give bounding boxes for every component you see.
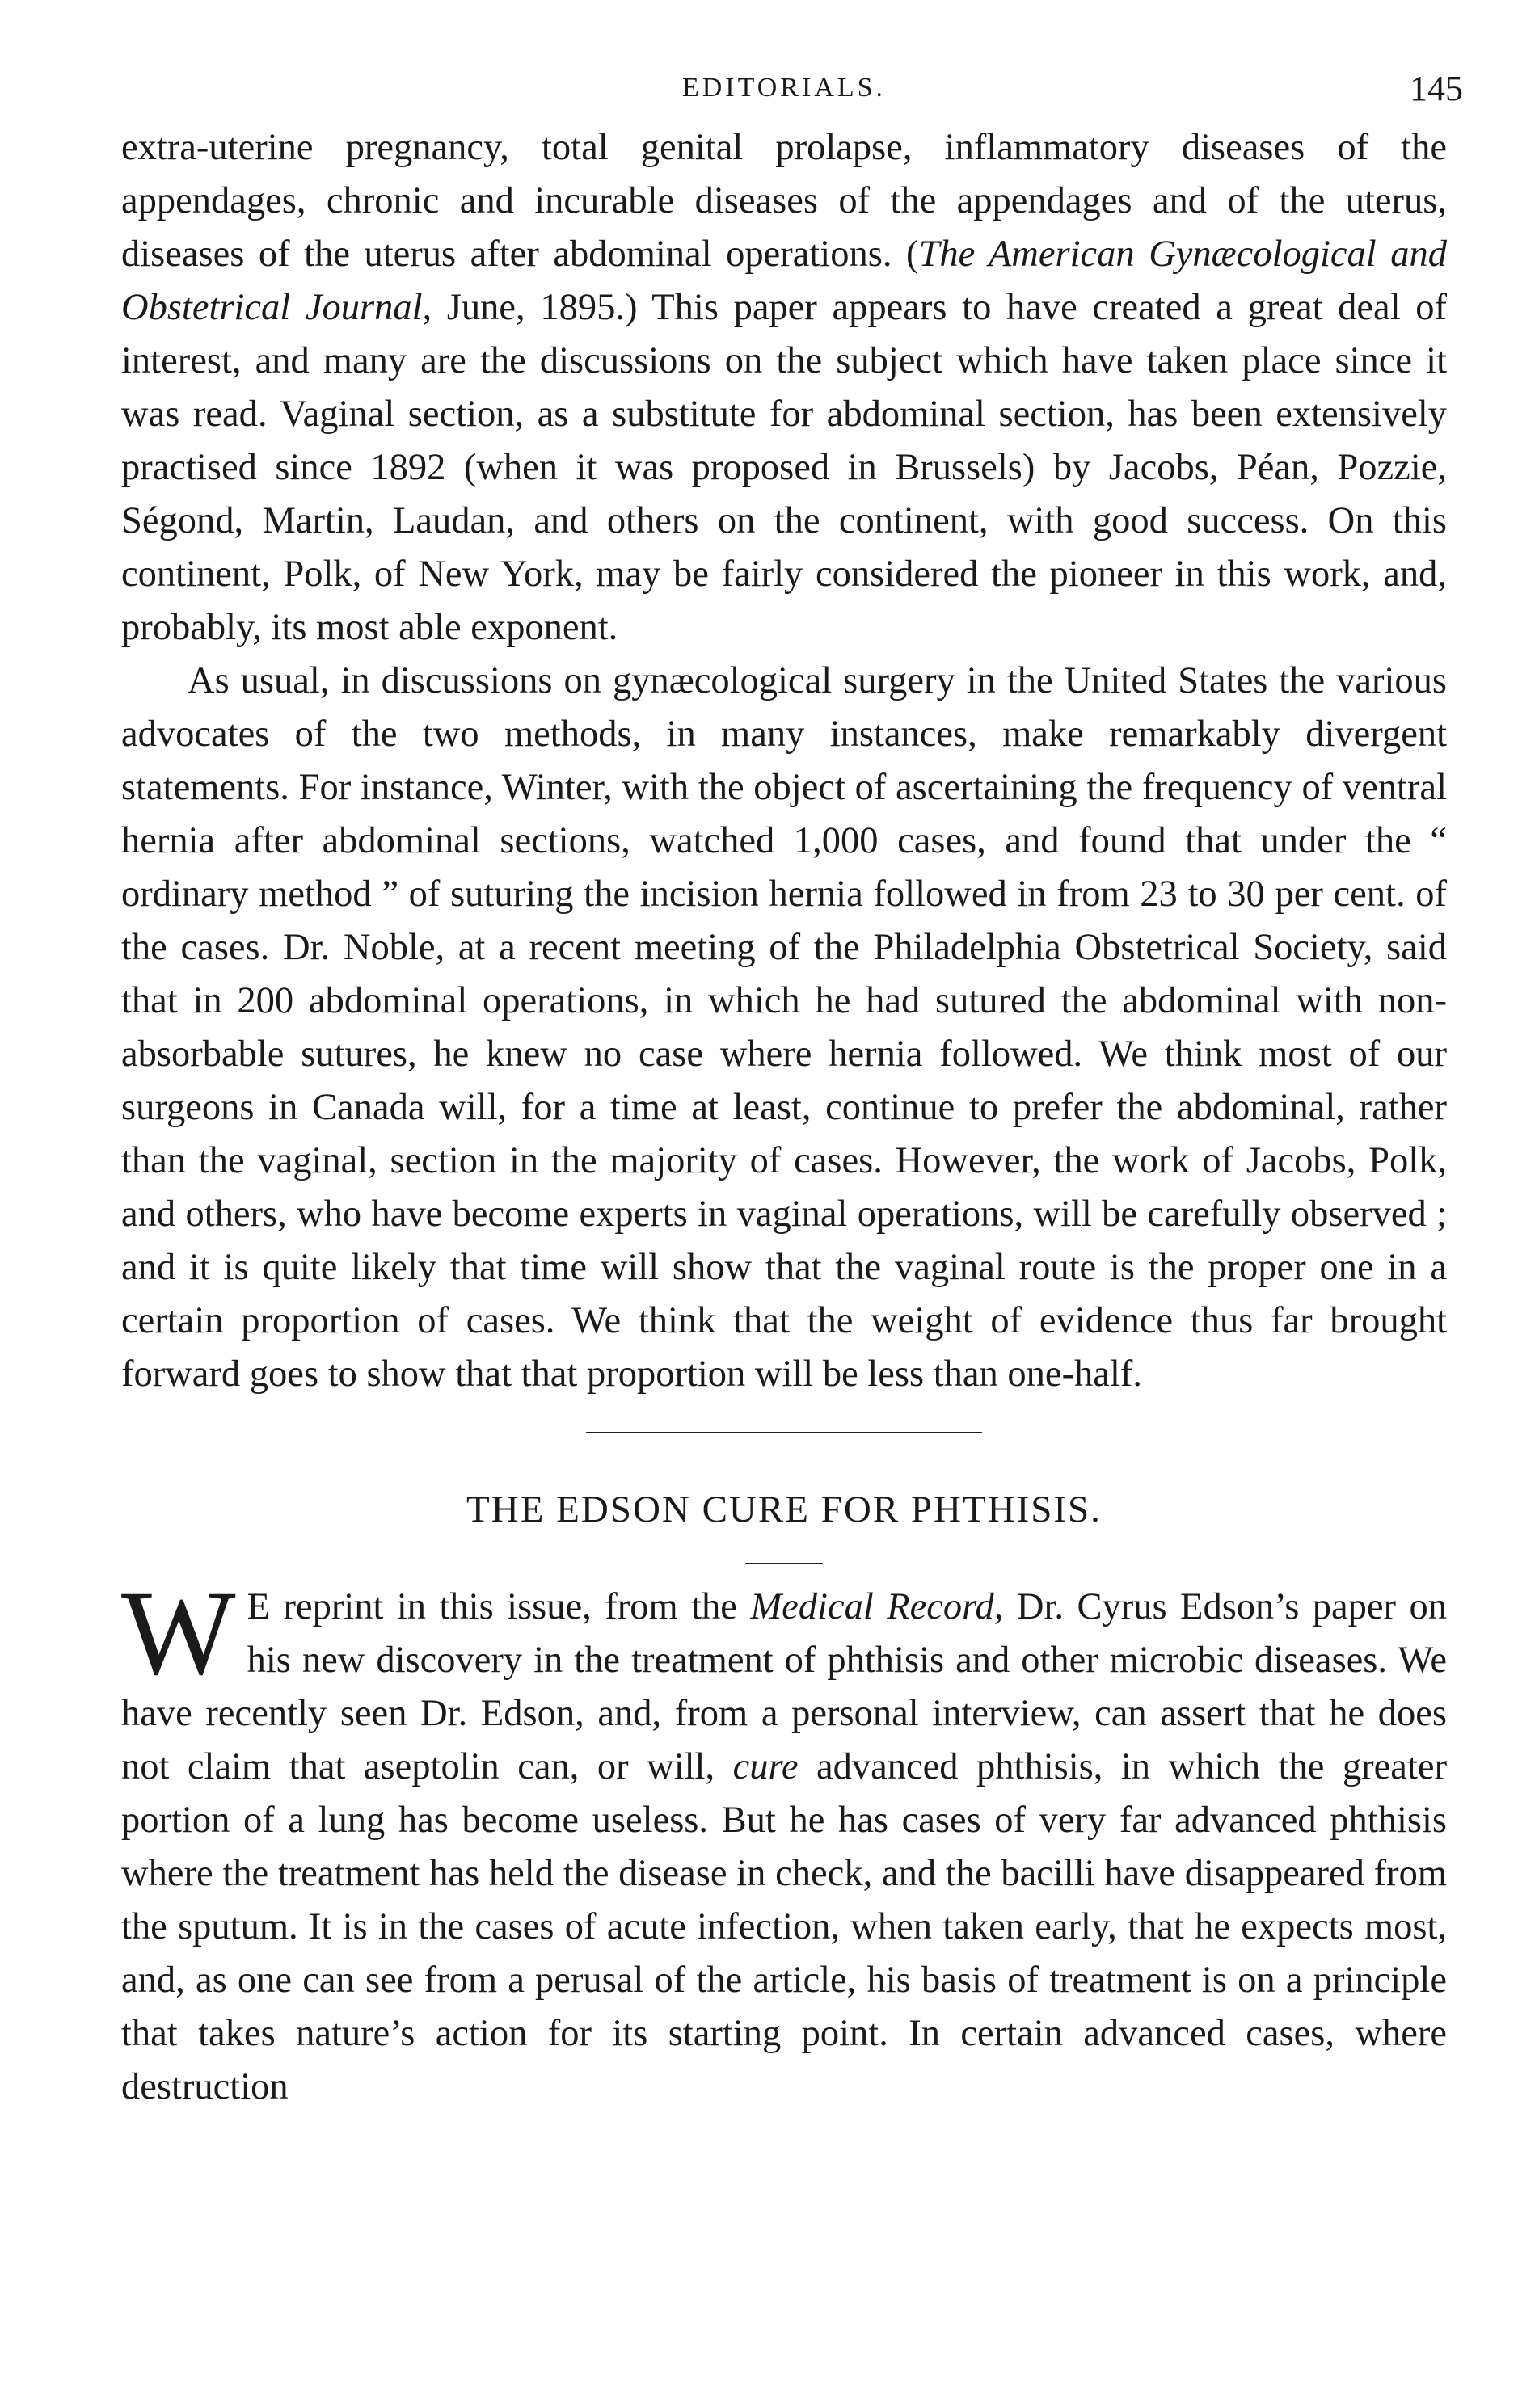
paragraph-1-text-b: June, 1895.) This paper appears to have created a great deal of interest, and many are the discussions on the subject which have taken place since it was read. Vaginal section, as a substitute for abdominal section, has been extensively practised since 1892 (when it was proposed in Brussels) by Jacobs, Péan, Pozzie, Ségond, Martin, Laudan, and others on the continent, with good success. On this continent, Polk, of New York, may be fairly considered the pioneer in this work, and, probably, its most able exponent. [121,287,1448,648]
paragraph-3-text-b: Dr. Cyrus Edson’s paper on his new discovery in the treatment of phthisis and other microbic diseases. We have recently seen Dr. Edson, and, from a personal interview, can assert that he does not claim that aseptolin can, or will, [121,1586,1448,1787]
running-head [121,57,1463,121]
section-title: THE EDSON CURE FOR PHTHISIS. [466,1488,1102,1530]
running-title: EDITORIALS. [681,73,887,103]
article-body-1 [121,121,1447,1401]
paragraph-1-text-a: extra-uterine pregnancy, total genital prolapse, inflammatory diseases of the appendages, chronic and incurable diseases of the appendages and of the uterus, diseases of the uterus after abdominal operations. ( [121,127,1447,275]
title-underline [745,1563,823,1564]
paragraph-1 [121,121,1447,655]
emphasis-cure: cure [732,1746,799,1787]
section-divider [586,1432,982,1433]
page [121,57,1463,2114]
paragraph-3-text-a: E reprint in this issue, from the [247,1586,751,1627]
paragraph-2: As usual, in discussions on gynæcological surgery in the United States the various advocates of the two methods, in many instances, make remarkably divergent statements. For instance, Winter, with the object of ascertaining the frequency of ventral hernia after abdominal sections, watched 1,000 cases, and found that under the “ ordinary method ” of suturing the incision hernia followed in from 23 to 30 per cent. of the cases. Dr. Noble, at a recent meeting of the Philadelphia Obstetrical Society, said that in 200 abdominal operations, in which he had sutured the abdominal with non-absorbable sutures, he knew no case where hernia followed. We think most of our surgeons in Canada will, for a time at least, continue to prefer the abdominal, rather than the vaginal, section in the majority of cases. However, the work of Jacobs, Polk, and others, who have become experts in vaginal operations, will be carefully observed ; and it is quite likely that time will show that the vaginal route is the proper one in a certain proportion of cases. We think that the weight of evidence thus far brought forward goes to show that that proportion will be less than one-half. [121,660,1447,1395]
journal-citation: The American Gynæcological and Obstetrical Journal, [121,234,1447,328]
paragraph-3 [121,1566,1448,2114]
page-number: 145 [1410,69,1463,108]
paragraph-3-text-c: advanced phthisis, in which the greater portion of a lung has become useless. But he has cases of very far advanced phthisis where the treatment has held the disease in check, and the bacilli have disappeared from the sputum. It is in the cases of acute infection, when taken early, that he expects most, and, as one can see from a perusal of the article, his basis of treatment is on a principle that takes nature’s action for its starting point. In certain advanced cases, where destruction [121,1746,1447,2107]
article-body-2 [121,1566,1448,2114]
drop-cap: W [121,1566,236,1700]
journal-name: Medical Record, [750,1586,1004,1627]
